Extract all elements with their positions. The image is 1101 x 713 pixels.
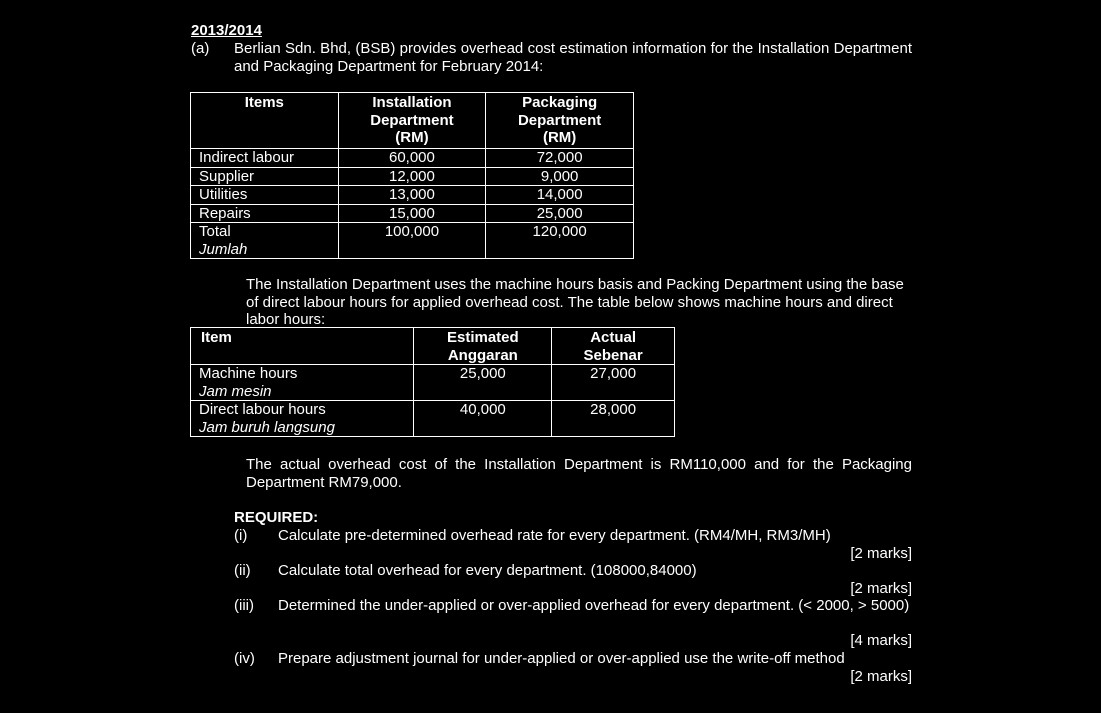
table-row xyxy=(191,365,675,401)
table-row xyxy=(191,401,675,437)
row-label: Direct labour hours Jam buruh langsung xyxy=(191,401,414,437)
table-row xyxy=(191,149,634,168)
packaging-value: 25,000 xyxy=(486,204,634,223)
required-marks: [2 marks] xyxy=(850,580,912,597)
required-num: (iii) xyxy=(234,597,254,614)
part-a-intro: Berlian Sdn. Bhd, (BSB) provides overhead cost estimation information for the Installation Department and Packaging Department for February 2014: xyxy=(234,40,912,75)
installation-value: 60,000 xyxy=(338,149,486,168)
part-a-marker: (a) xyxy=(191,40,210,57)
required-num: (ii) xyxy=(234,562,251,579)
required-title: REQUIRED: xyxy=(234,509,319,526)
packaging-header: Packaging Department (RM) xyxy=(486,93,634,149)
installation-header: Installation Department (RM) xyxy=(338,93,486,149)
estimated-value: 40,000 xyxy=(414,401,552,437)
total-row xyxy=(191,223,634,259)
items-header: Items xyxy=(191,93,339,149)
installation-total: 100,000 xyxy=(338,223,486,259)
actual-value: 28,000 xyxy=(552,401,675,437)
required-text: Calculate total overhead for every department. (108000,84000) xyxy=(278,562,697,579)
estimated-header: Estimated Anggaran xyxy=(414,328,552,365)
row-label: Machine hours Jam mesin xyxy=(191,365,414,401)
packaging-total: 120,000 xyxy=(486,223,634,259)
installation-value: 13,000 xyxy=(338,186,486,205)
row-label: Utilities xyxy=(191,186,339,205)
required-text: Calculate pre-determined overhead rate for every department. (RM4/MH, RM3/MH) xyxy=(278,527,831,544)
required-marks: [4 marks] xyxy=(850,632,912,649)
required-text: Prepare adjustment journal for under-applied or over-applied use the write-off method xyxy=(278,650,845,667)
total-label: Total Jumlah xyxy=(191,223,339,259)
estimated-value: 25,000 xyxy=(414,365,552,401)
year-heading: 2013/2014 xyxy=(191,22,262,39)
required-num: (iv) xyxy=(234,650,255,667)
actual-overhead-paragraph: The actual overhead cost of the Installation Department is RM110,000 and for the Packaging Department RM79,000. xyxy=(246,456,912,491)
item-header: Item xyxy=(191,328,414,365)
table-row xyxy=(191,167,634,186)
row-label: Supplier xyxy=(191,167,339,186)
installation-value: 15,000 xyxy=(338,204,486,223)
required-text: Determined the under-applied or over-applied overhead for every department. (< 2000, > 5000) xyxy=(278,597,910,614)
actual-header: Actual Sebenar xyxy=(552,328,675,365)
row-label: Repairs xyxy=(191,204,339,223)
hours-table xyxy=(190,327,675,437)
required-marks: [2 marks] xyxy=(850,545,912,562)
packaging-value: 9,000 xyxy=(486,167,634,186)
actual-value: 27,000 xyxy=(552,365,675,401)
basis-paragraph: The Installation Department uses the machine hours basis and Packing Department using the base of direct labour hours for applied overhead cost. The table below shows machine hours and direct labor hours: xyxy=(246,276,904,328)
required-num: (i) xyxy=(234,527,248,544)
table-row xyxy=(191,204,634,223)
packaging-value: 72,000 xyxy=(486,149,634,168)
overhead-cost-table xyxy=(190,92,634,259)
table-row xyxy=(191,186,634,205)
installation-value: 12,000 xyxy=(338,167,486,186)
required-marks: [2 marks] xyxy=(850,668,912,685)
packaging-value: 14,000 xyxy=(486,186,634,205)
row-label: Indirect labour xyxy=(191,149,339,168)
